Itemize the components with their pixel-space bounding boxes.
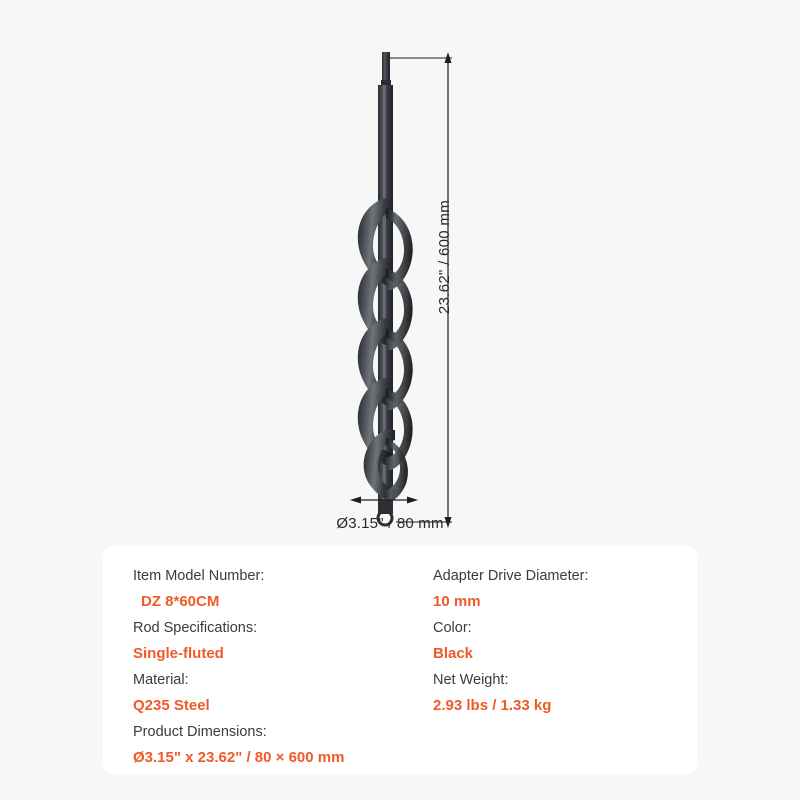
spec-item-rod-specifications — [133, 616, 403, 666]
spec-item-net-weight — [433, 668, 697, 718]
spec-item-material — [133, 668, 403, 718]
specification-columns — [103, 564, 697, 772]
spec-label: Item Model Number: — [133, 568, 265, 584]
auger-drill-bit-graphic — [300, 30, 560, 530]
spec-value: 2.93 lbs / 1.33 kg — [433, 697, 552, 714]
spec-item-product-dimensions — [133, 720, 403, 770]
spec-label: Product Dimensions: — [133, 724, 267, 740]
spec-label: Material: — [133, 672, 189, 688]
spec-item-adapter-drive-diameter — [433, 564, 697, 614]
spec-item-model-number — [133, 564, 403, 614]
vertical-dimension-label: 23.62" / 600 mm — [436, 200, 453, 315]
spec-value: Single-fluted — [133, 645, 224, 662]
specification-card — [103, 546, 697, 774]
specification-column-left — [103, 564, 403, 772]
spec-label: Color: — [433, 620, 472, 636]
specification-column-right — [403, 564, 697, 772]
spec-item-color — [433, 616, 697, 666]
spec-label: Adapter Drive Diameter: — [433, 568, 589, 584]
spec-value: DZ 8*60CM — [141, 593, 220, 610]
spec-value: 10 mm — [433, 593, 481, 610]
spec-label: Net Weight: — [433, 672, 509, 688]
spec-label: Rod Specifications: — [133, 620, 258, 636]
horizontal-dimension-label: Ø3.15" / 80 mm — [336, 515, 444, 532]
spec-value: Black — [433, 645, 474, 662]
spec-value: Ø3.15" x 23.62" / 80 × 600 mm — [133, 749, 345, 766]
spec-value: Q235 Steel — [133, 697, 210, 714]
